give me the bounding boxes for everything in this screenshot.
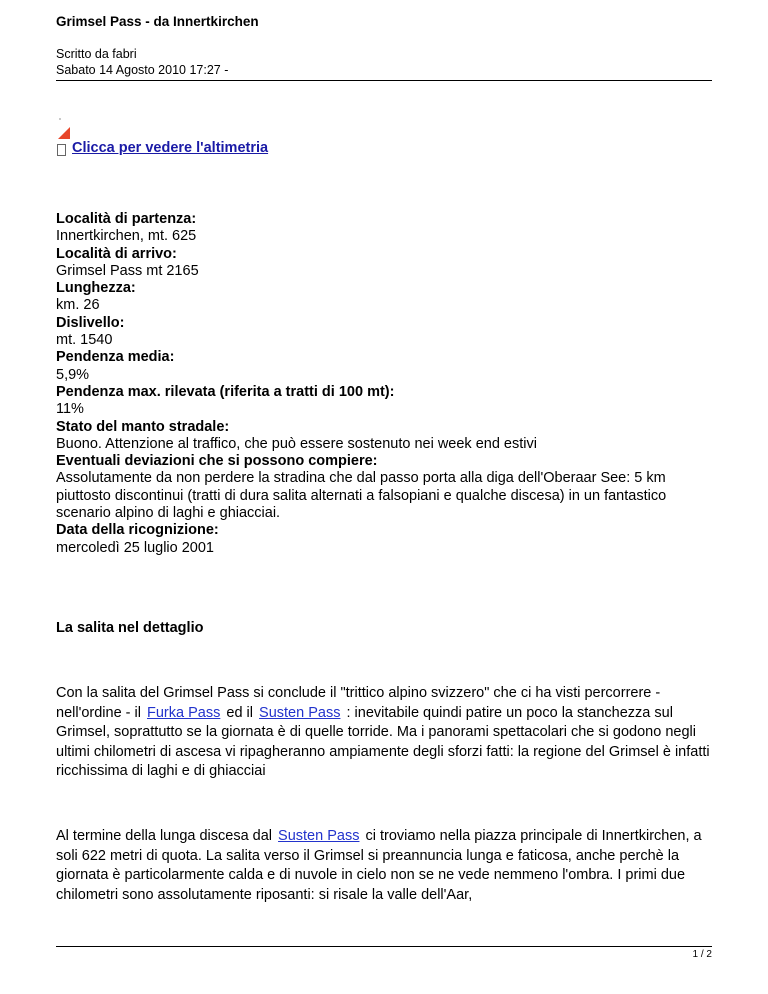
field-value: 11% bbox=[56, 401, 84, 418]
altimetry-thumbnail-icon[interactable] bbox=[58, 127, 70, 139]
author-line: Scritto da fabri bbox=[56, 47, 137, 61]
altimetria-link[interactable]: Clicca per vedere l'altimetria bbox=[72, 140, 269, 156]
route-details bbox=[56, 211, 716, 557]
field-label: Lunghezza: bbox=[56, 280, 136, 297]
header-divider bbox=[56, 80, 712, 81]
field-label: Pendenza max. rilevata (riferita a tratti di 100 mt): bbox=[56, 383, 395, 400]
field-label: Località di partenza: bbox=[56, 211, 197, 227]
paragraph-descent bbox=[56, 827, 716, 905]
document-title: Grimsel Pass - da Innertkirchen bbox=[56, 14, 259, 29]
field-label: Pendenza media: bbox=[56, 349, 175, 366]
date-line: Sabato 14 Agosto 2010 17:27 - bbox=[56, 63, 229, 77]
broken-image-icon bbox=[57, 144, 66, 156]
field-value: mercoledì 25 luglio 2001 bbox=[56, 539, 214, 556]
field-value: Innertkirchen, mt. 625 bbox=[56, 228, 197, 245]
field-value: Assolutamente da non perdere la stradina che dal passo porta alla diga dell'Oberaar See: 5 km piuttosto discontinui (tratti di dura salita alternati a falsopiani e qualche discesa) in un fantastico scenario alpino di laghi e ghiacciai. bbox=[56, 470, 667, 522]
field-label: Stato del manto stradale: bbox=[56, 418, 230, 435]
paragraph-text: ci troviamo nella piazza principale di Innertkirchen, a soli 622 metri di quota. La salita verso il Grimsel si preannuncia lunga e faticosa, anche perchè la giornata è particolarmente calda e di nuvole in cielo non se ne vede nemmeno l'ombra. I primi due chilometri sono assolutamente riposanti: si risale la valle dell'Aar, bbox=[56, 828, 702, 903]
paragraph-text: Con la salita del Grimsel Pass si conclude il "trittico alpino svizzero" che ci ha visti percorrere - nell'ordine - il bbox=[56, 685, 661, 721]
field-value: Buono. Attenzione al traffico, che può essere sostenuto nei week end estivi bbox=[56, 435, 537, 452]
field-value: 5,9% bbox=[56, 366, 90, 383]
field-value: km. 26 bbox=[56, 297, 100, 314]
field-label: Data della ricognizione: bbox=[56, 522, 219, 539]
paragraph-text: Al termine della lunga discesa dal bbox=[56, 828, 273, 844]
susten-pass-link[interactable]: Susten Pass bbox=[278, 828, 360, 844]
paragraph-text: : inevitabile quindi patire un poco la stanchezza sul Grimsel, soprattutto se la giornata è di quelle torride. Ma i panorami spettacolari che si godono negli ultimi chilometri di ascesa vi ripagheranno ampiamente degli sforzi fatti: la regione del Grimsel è infatti ricchissima di laghi e di ghiacciai bbox=[56, 704, 710, 779]
paragraph-text: ed il bbox=[226, 704, 253, 721]
field-value: Grimsel Pass mt 2165 bbox=[56, 262, 199, 279]
footer-divider bbox=[56, 946, 712, 947]
furka-pass-link[interactable]: Furka Pass bbox=[147, 704, 221, 721]
section-heading: La salita nel dettaglio bbox=[56, 620, 204, 636]
field-value: mt. 1540 bbox=[56, 332, 113, 349]
field-label: Eventuali deviazioni che si possono compiere: bbox=[56, 453, 378, 470]
field-label: Dislivello: bbox=[56, 314, 125, 331]
article-meta bbox=[56, 46, 228, 78]
field-label: Località di arrivo: bbox=[56, 245, 177, 262]
page-number: 1 / 2 bbox=[692, 949, 712, 960]
page-header bbox=[56, 14, 712, 29]
paragraph-intro bbox=[56, 684, 716, 782]
image-placeholder-dot bbox=[59, 118, 61, 120]
susten-pass-link[interactable]: Susten Pass bbox=[259, 704, 341, 721]
